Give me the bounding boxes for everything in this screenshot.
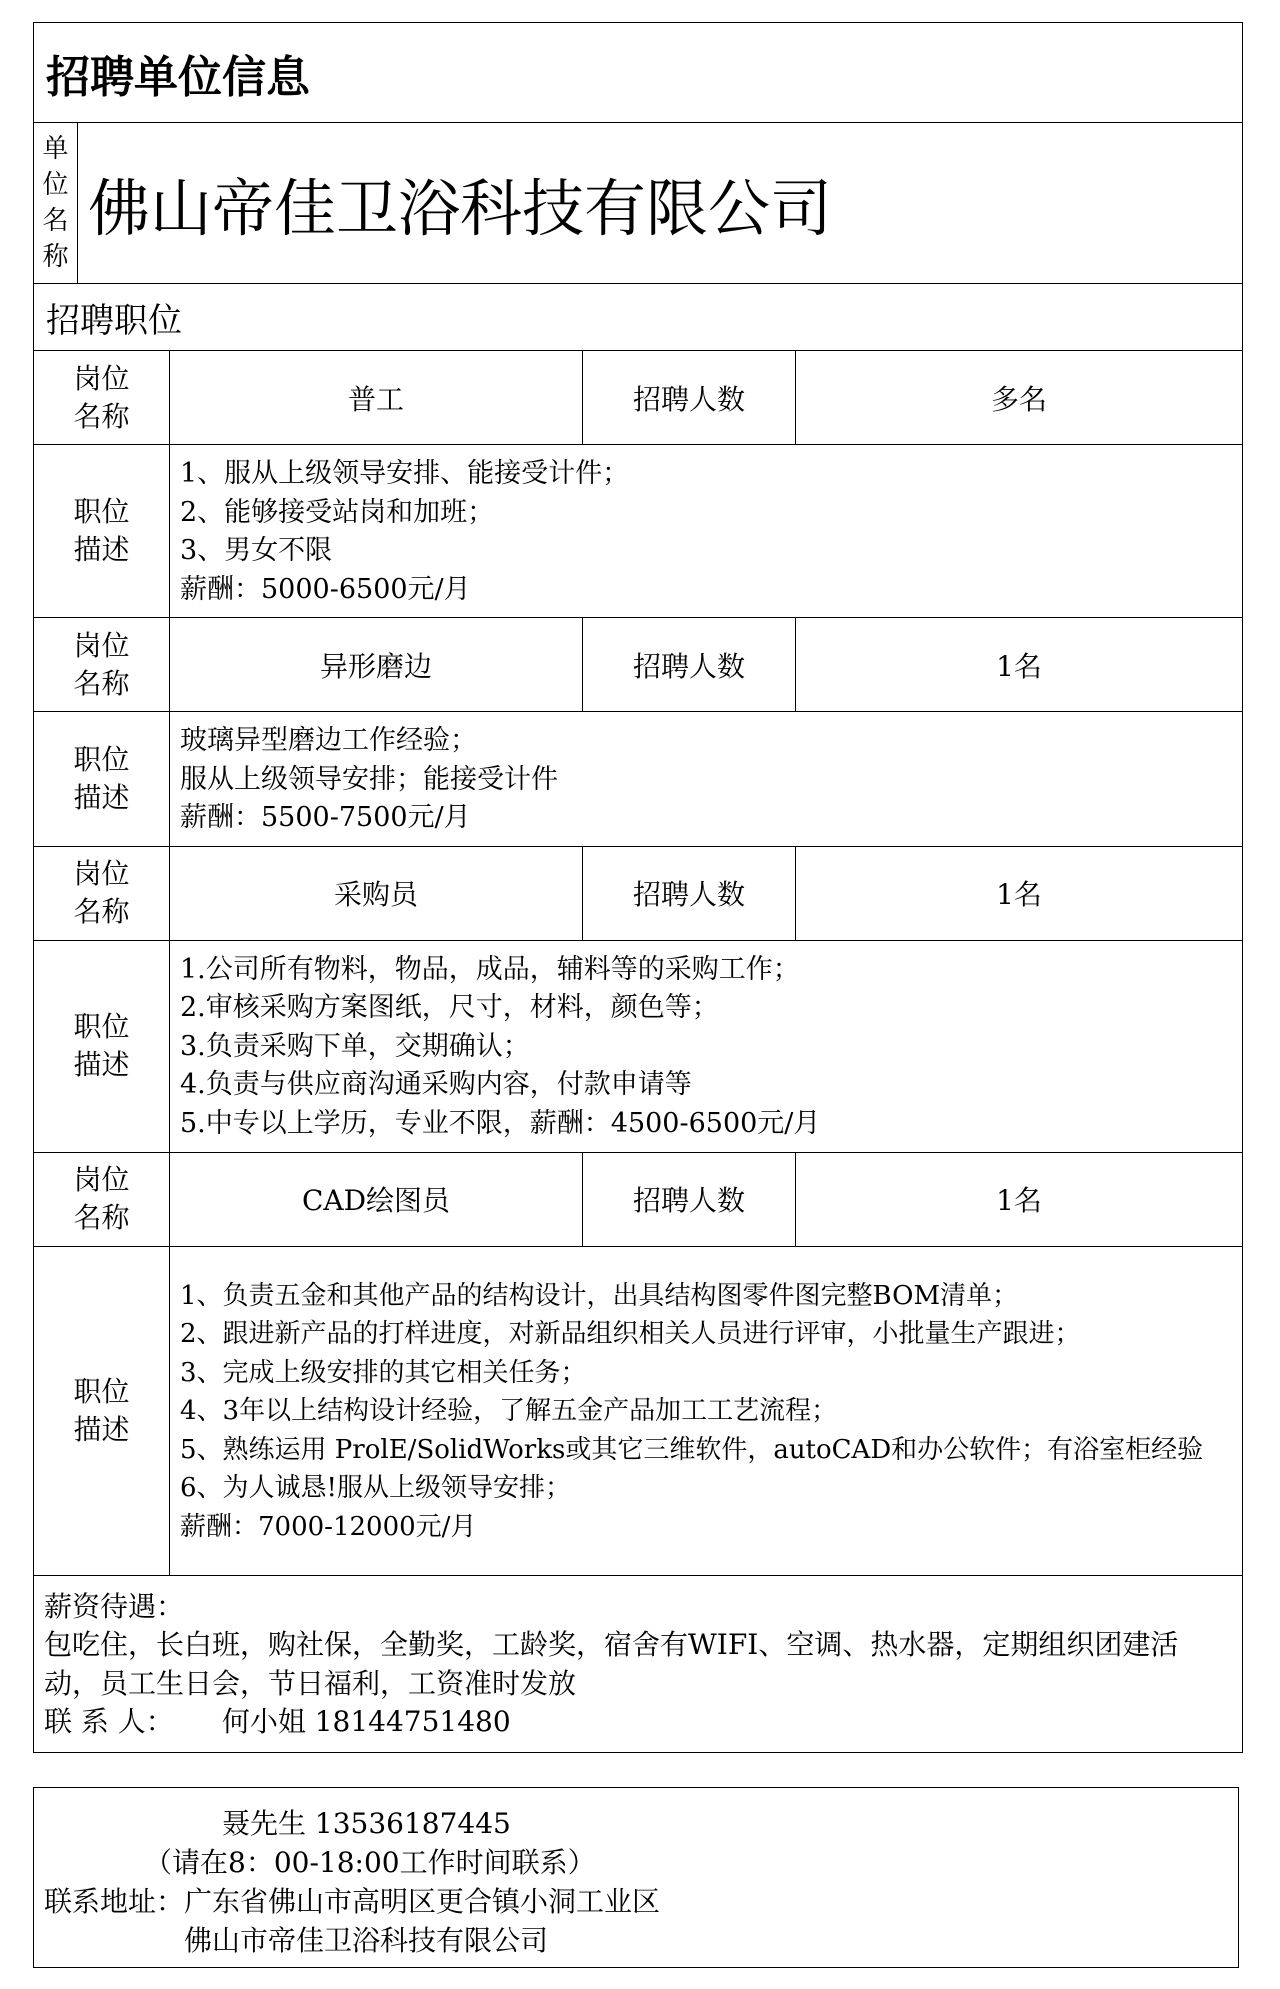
position-row xyxy=(34,618,1243,712)
contact-address-line xyxy=(34,1882,1238,1921)
benefits-label: 薪资待遇： xyxy=(44,1589,185,1623)
job-description: 1、负责五金和其他产品的结构设计，出具结构图零件图完整BOM清单； 2、跟进新产品的打样进度，对新品组织相关人员进行评审，小批量生产跟进； 3、完成上级安排的其它相关任务； 4、3年以上结构设计经验，了解五金产品加工工艺流程； 5、熟练运用 ProlE/SolidWorks或其它三维软件，autoCAD和办公软件；有浴室柜经验 6、为人诚恳!服从上级领导安排； 薪酬：7000-12000元/月 xyxy=(170,1246,1243,1575)
position-title: 异形磨边 xyxy=(170,618,583,712)
benefits-row xyxy=(34,1575,1243,1752)
recruitment-table xyxy=(33,22,1243,1753)
benefits-text: 包吃住，长白班，购社保，全勤奖，工龄奖，宿舍有WIFI、空调、热水器，定期组织团建活动，员工生日会，节日福利，工资准时发放 xyxy=(44,1628,1179,1700)
position-row xyxy=(34,846,1243,940)
position-row xyxy=(34,1152,1243,1246)
description-row xyxy=(34,940,1243,1152)
position-name-label: 岗位 名称 xyxy=(34,846,170,940)
position-name-label: 岗位 名称 xyxy=(34,618,170,712)
description-row xyxy=(34,712,1243,847)
job-description: 玻璃异型磨边工作经验； 服从上级领导安排；能接受计件 薪酬：5500-7500元/月 xyxy=(170,712,1243,847)
description-row xyxy=(34,445,1243,618)
job-desc-label: 职位 描述 xyxy=(34,712,170,847)
contact-box xyxy=(33,1787,1239,1968)
headcount-label: 招聘人数 xyxy=(583,846,796,940)
page-title: 招聘单位信息 xyxy=(34,23,1243,123)
section-title: 招聘职位 xyxy=(34,284,1243,351)
position-name-label: 岗位 名称 xyxy=(34,1152,170,1246)
address-label: 联系地址： xyxy=(44,1885,185,1918)
job-description: 1.公司所有物料，物品，成品，辅料等的采购工作； 2.审核采购方案图纸，尺寸，材料，颜色等； 3.负责采购下单，交期确认； 4.负责与供应商沟通采购内容，付款申请等 5.中专以上学历，专业不限，薪酬：4500-6500元/月 xyxy=(170,940,1243,1152)
headcount-value: 1名 xyxy=(796,846,1243,940)
company-name: 佛山帝佳卫浴科技有限公司 xyxy=(78,123,1243,284)
headcount-value: 1名 xyxy=(796,618,1243,712)
contact-hours: （请在8：00-18:00工作时间联系） xyxy=(144,1846,596,1879)
headcount-label: 招聘人数 xyxy=(583,618,796,712)
contact-label: 联 系 人： xyxy=(44,1705,174,1738)
position-title: CAD绘图员 xyxy=(170,1152,583,1246)
headcount-value: 多名 xyxy=(796,351,1243,445)
contact-person-2: 聂先生 13536187445 xyxy=(222,1807,511,1840)
address-company: 佛山市帝佳卫浴科技有限公司 xyxy=(184,1924,549,1957)
position-title: 普工 xyxy=(170,351,583,445)
position-name-label: 岗位 名称 xyxy=(34,351,170,445)
contact-line xyxy=(44,1703,1232,1742)
job-desc-label: 职位 描述 xyxy=(34,445,170,618)
recruitment-sheet xyxy=(33,22,1242,1753)
headcount-value: 1名 xyxy=(796,1152,1243,1246)
company-name-label: 单 位 名 称 xyxy=(34,123,78,284)
job-desc-label: 职位 描述 xyxy=(34,940,170,1152)
address: 广东省佛山市高明区更合镇小洞工业区 xyxy=(184,1885,661,1918)
position-row xyxy=(34,351,1243,445)
benefits-section xyxy=(34,1575,1243,1752)
position-title: 采购员 xyxy=(170,846,583,940)
contact-person-1: 何小姐 18144751480 xyxy=(221,1705,511,1738)
job-desc-label: 职位 描述 xyxy=(34,1246,170,1575)
job-description: 1、服从上级领导安排、能接受计件； 2、能够接受站岗和加班； 3、男女不限 薪酬：5000-6500元/月 xyxy=(170,445,1243,618)
headcount-label: 招聘人数 xyxy=(583,351,796,445)
description-row xyxy=(34,1246,1243,1575)
headcount-label: 招聘人数 xyxy=(583,1152,796,1246)
